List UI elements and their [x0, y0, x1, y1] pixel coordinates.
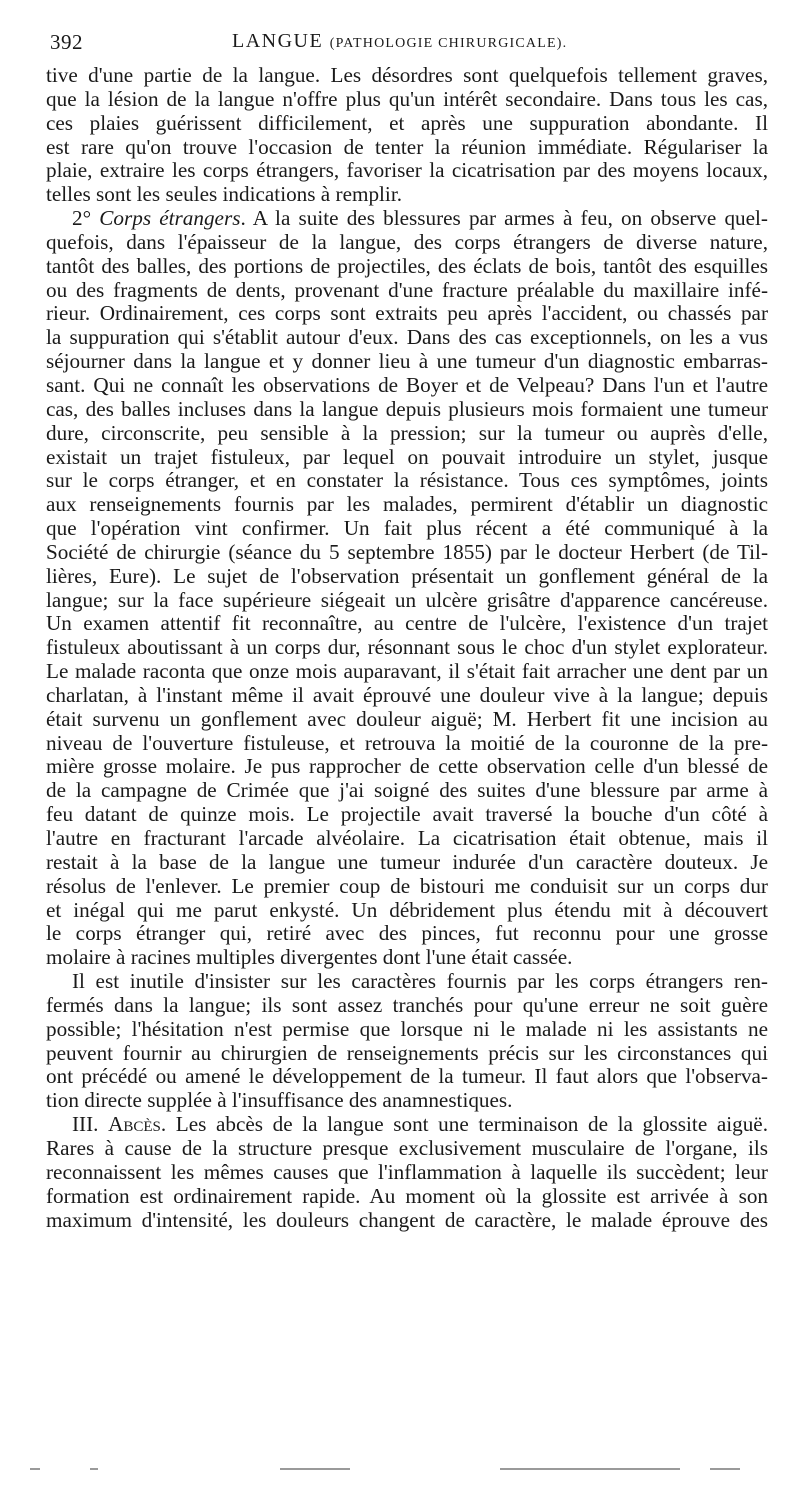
text-line: était survenu un gonflement avec douleur aiguë; M. Herbert fit une incision au — [46, 707, 768, 731]
text-line: telles sont les seules indications à remplir. — [46, 183, 402, 207]
paragraph-plaies-end — [46, 64, 768, 207]
scan-mark — [90, 1468, 98, 1470]
text-line: ont précédé ou amené le développement de la tumeur. Il faut alors que l'observa- — [46, 1065, 768, 1089]
text-line: tion directe supplée à l'insuffisance des anamnestiques. — [46, 1089, 513, 1113]
body-text — [46, 64, 768, 1232]
text-line: cas, des balles incluses dans la langue depuis plusieurs mois formaient une tumeur — [46, 397, 768, 421]
text-line: maximum d'intensité, les douleurs changent de caractère, le malade éprouve des — [46, 1208, 768, 1232]
paragraph-abces — [46, 1113, 768, 1232]
text-line: molaire à racines multiples divergentes dont l'une était cassée. — [46, 946, 573, 970]
text-line: fistuleux aboutissant à un corps dur, résonnant sous le choc d'un stylet explorateur. — [46, 636, 768, 660]
text-line: est rare qu'on trouve l'occasion de tenter la réunion immédiate. Régulariser la — [46, 135, 768, 159]
text-line: aux renseignements fournis par les malades, permirent d'établir un diagnostic — [46, 493, 768, 517]
text-line: ces plaies guérissent difficilement, et après une suppuration abondante. Il — [46, 111, 768, 135]
text-line: existait un trajet fistuleux, par lequel on pouvait introduire un stylet, jusque — [46, 445, 768, 469]
text-line: restait à la base de la langue une tumeur indurée d'un caractère douteux. Je — [46, 850, 768, 874]
text-line: sur le corps étranger, et en constater la résistance. Tous ces symptômes, joints — [46, 469, 768, 493]
text-line: rieur. Ordinairement, ces corps sont extraits peu après l'accident, ou chassés par — [46, 302, 768, 326]
text-line: Société de chirurgie (séance du 5 septembre 1855) par le docteur Herbert (de Til- — [46, 540, 768, 564]
text-line: tantôt des balles, des portions de projectiles, des éclats de bois, tantôt des esquilles — [46, 254, 768, 278]
text-line: ou des fragments de dents, provenant d'une fracture préalable du maxillaire infé- — [46, 278, 768, 302]
text-line: Rares à cause de la structure presque exclusivement musculaire de l'organe, ils — [46, 1136, 768, 1160]
text-line: Un examen attentif fit reconnaître, au centre de l'ulcère, l'existence d'un trajet — [46, 612, 768, 636]
running-title — [232, 30, 567, 53]
running-header — [46, 30, 768, 64]
text-line: plaie, extraire les corps étrangers, favoriser la cicatrisation par des moyens locaux, — [46, 159, 768, 183]
running-title-sub: (PATHOLOGIE CHIRURGICALE). — [329, 36, 568, 51]
scan-mark — [280, 1468, 350, 1470]
text-line: fermés dans la langue; ils sont assez tranchés pour qu'une erreur ne soit guère — [46, 993, 768, 1017]
text-line: tive d'une partie de la langue. Les désordres sont quelquefois tellement graves, — [46, 64, 768, 87]
text-line: quefois, dans l'épaisseur de la langue, des corps étrangers de diverse nature, — [46, 230, 768, 254]
running-title-main: LANGUE — [232, 30, 324, 52]
book-page — [46, 30, 768, 1232]
text-line: reconnaissent les mêmes causes que l'inflammation à laquelle ils succèdent; leur — [46, 1160, 768, 1184]
text-line: de la campagne de Crimée que j'ai soigné des suites d'une blessure par arme à — [46, 779, 768, 803]
scan-mark — [30, 1468, 40, 1470]
text-line: séjourner dans la langue et y donner lieu à une tumeur d'un diagnostic embarras- — [46, 350, 768, 374]
text-line: formation est ordinairement rapide. Au moment où la glossite est arrivée à son — [46, 1184, 768, 1208]
text-line: que l'opération vint confirmer. Un fait plus récent a été communiqué à la — [46, 517, 768, 541]
text-line: lières, Eure). Le sujet de l'observation présentait un gonflement général de la — [46, 564, 768, 588]
text-line: le corps étranger qui, retiré avec des pinces, fut reconnu pour une grosse — [46, 922, 768, 946]
text-line: résolus de l'enlever. Le premier coup de bistouri me conduisit sur un corps dur — [46, 874, 768, 898]
text-line: langue; sur la face supérieure siégeait un ulcère grisâtre d'apparence cancéreuse. — [46, 588, 768, 612]
text-line: feu datant de quinze mois. Le projectile avait traversé la bouche d'un côté à — [46, 803, 768, 827]
text-line: niveau de l'ouverture fistuleuse, et retrouva la moitié de la couronne de la pre- — [46, 731, 768, 755]
section-label-abces: Abcès — [108, 1113, 161, 1137]
section-label-corps-etrangers: Corps étrangers — [99, 207, 241, 231]
scan-mark — [500, 1468, 680, 1470]
text-line: que la lésion de la langue n'offre plus qu'un intérêt secondaire. Dans tous les cas, — [46, 87, 768, 111]
text-line: Il est inutile d'insister sur les caractères fournis par les corps étrangers ren- — [72, 970, 768, 994]
text-line: mière grosse molaire. Je pus rapprocher de cette observation celle d'un blessé de — [46, 755, 768, 779]
page-bottom-artifacts — [30, 1468, 770, 1472]
paragraph-corps-etrangers — [46, 207, 768, 970]
page-number: 392 — [50, 30, 83, 54]
text-line: 2° Corps étrangers. A la suite des blessures par armes à feu, on observe quel- — [72, 207, 768, 231]
paragraph-diagnostic — [46, 970, 768, 1113]
scan-mark — [710, 1468, 740, 1470]
text-line: III. Abcès. Les abcès de la langue sont une terminaison de la glossite aiguë. — [72, 1113, 768, 1137]
text-line: possible; l'hésitation n'est permise que lorsque ni le malade ni les assistants ne — [46, 1017, 768, 1041]
text-line: dure, circonscrite, peu sensible à la pression; sur la tumeur ou auprès d'elle, — [46, 421, 768, 445]
text-line: et inégal qui me parut enkysté. Un débridement plus étendu mit à découvert — [46, 898, 768, 922]
text-line: l'autre en fracturant l'arcade alvéolaire. La cicatrisation était obtenue, mais il — [46, 827, 768, 850]
text-line: sant. Qui ne connaît les observations de Boyer et de Velpeau? Dans l'un et l'autre — [46, 373, 768, 397]
text-line: charlatan, à l'instant même il avait éprouvé une douleur vive à la langue; depuis — [46, 683, 768, 707]
text-line: peuvent fournir au chirurgien de renseignements précis sur les circonstances qui — [46, 1041, 768, 1065]
text-line: Le malade raconta que onze mois auparavant, il s'était fait arracher une dent par un — [46, 660, 768, 684]
text-line: la suppuration qui s'établit autour d'eux. Dans des cas exceptionnels, on les a vus — [46, 326, 768, 350]
